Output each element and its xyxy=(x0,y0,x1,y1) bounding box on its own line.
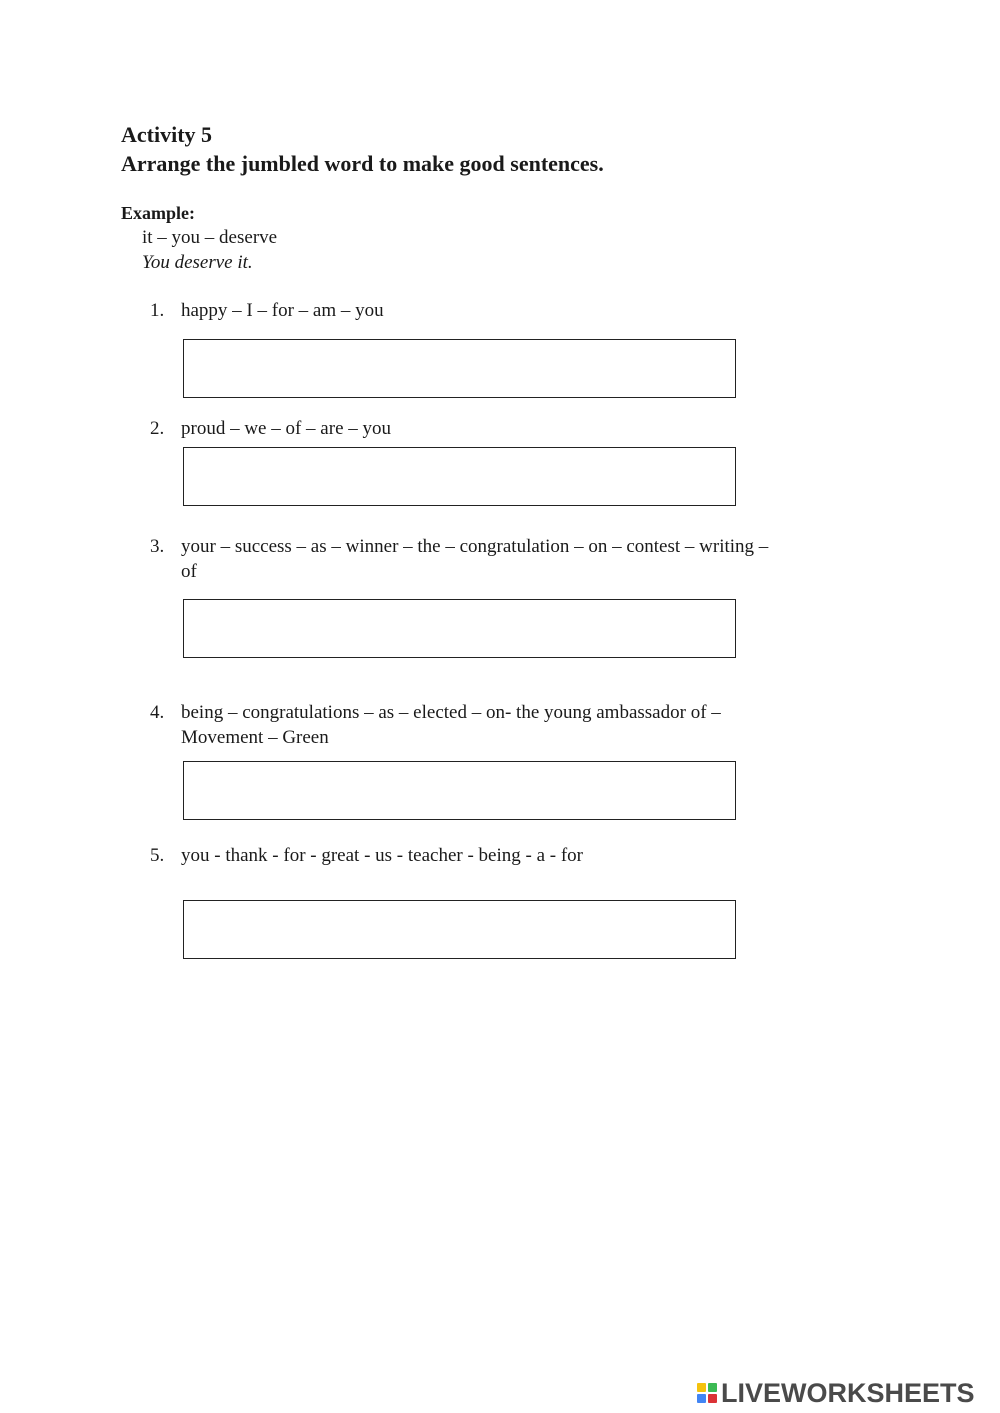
question-text xyxy=(181,416,871,441)
liveworksheets-brand xyxy=(697,1378,975,1408)
example-words: it – you – deserve xyxy=(142,227,278,248)
instruction-heading: Arrange the jumbled word to make good sentences. xyxy=(121,151,604,176)
question-number: 3. xyxy=(150,536,165,557)
example-label: Example: xyxy=(121,203,195,223)
question-line: happy – I – for – am – you xyxy=(181,300,384,321)
activity-title: Activity 5 xyxy=(121,122,213,147)
logo-square xyxy=(708,1394,717,1403)
question-line-continued: of xyxy=(181,561,197,582)
question-line: your – success – as – winner – the – congratulation – on – contest – writing – xyxy=(181,536,769,557)
question-line: proud – we – of – are – you xyxy=(181,418,392,439)
question-number: 4. xyxy=(150,702,165,723)
question-text xyxy=(181,534,871,584)
answer-box-4[interactable] xyxy=(183,761,736,820)
question-text xyxy=(181,700,871,750)
liveworksheets-logo-icon xyxy=(697,1383,717,1403)
question-number: 1. xyxy=(150,300,165,321)
answer-box-2[interactable] xyxy=(183,447,736,506)
question-line-continued: Movement – Green xyxy=(181,727,329,748)
logo-square xyxy=(708,1383,717,1392)
brand-name: LIVEWORKSHEETS xyxy=(721,1377,975,1408)
logo-square xyxy=(697,1383,706,1392)
answer-box-5[interactable] xyxy=(183,900,736,959)
question-number: 5. xyxy=(150,845,165,866)
example-answer: You deserve it. xyxy=(142,252,253,273)
logo-square xyxy=(697,1394,706,1403)
question-text xyxy=(181,298,871,323)
question-text xyxy=(181,843,871,868)
answer-box-3[interactable] xyxy=(183,599,736,658)
answer-box-1[interactable] xyxy=(183,339,736,398)
question-line: you - thank - for - great - us - teacher - being - a - for xyxy=(181,845,583,866)
question-line: being – congratulations – as – elected – on- the young ambassador of – xyxy=(181,702,721,723)
question-number: 2. xyxy=(150,418,165,439)
